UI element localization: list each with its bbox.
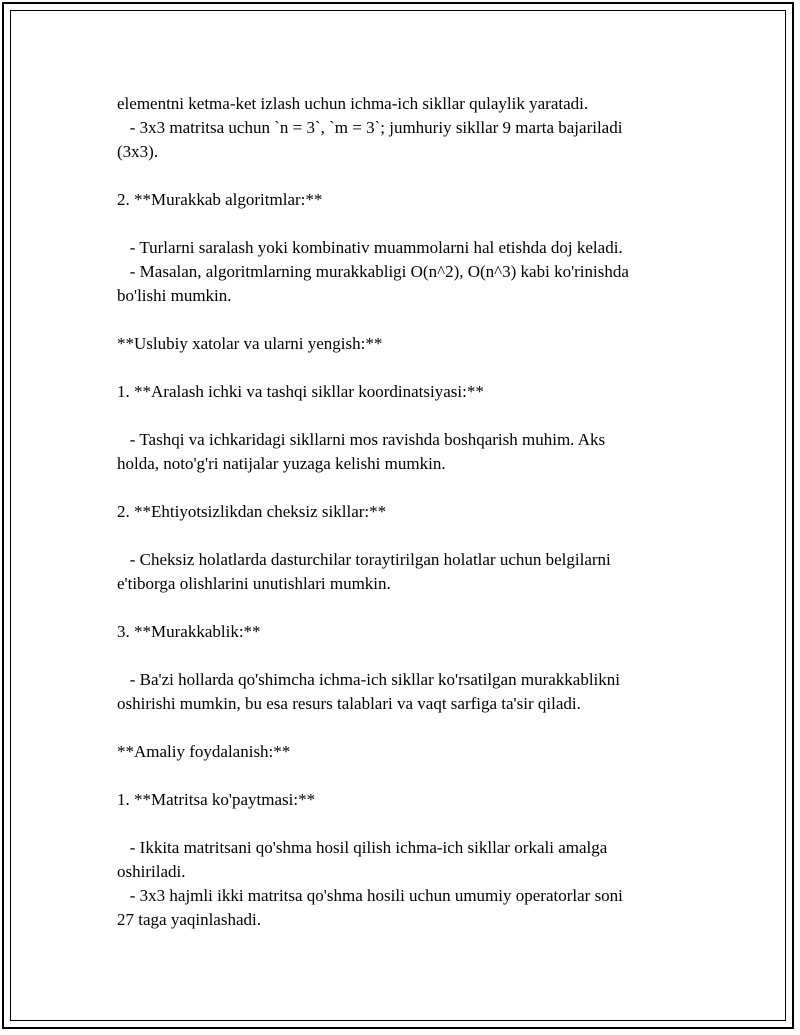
- section-heading: 1. **Aralash ichki va tashqi sikllar koordinatsiyasi:**: [117, 382, 484, 401]
- text-line: oshirishi mumkin, bu esa resurs talablari va vaqt sarfiga ta'sir qiladi.: [117, 694, 581, 713]
- document-body: [117, 92, 697, 932]
- blank-line: [117, 812, 697, 836]
- section-heading: 2. **Murakkab algoritmlar:**: [117, 190, 323, 209]
- text-line: (3x3).: [117, 142, 159, 161]
- text-line: - 3x3 matritsa uchun `n = 3`, `m = 3`; jumhuriy sikllar 9 marta bajariladi: [117, 118, 623, 137]
- section-heading: **Uslubiy xatolar va ularni yengish:**: [117, 334, 383, 353]
- text-line: bo'lishi mumkin.: [117, 286, 232, 305]
- blank-line: [117, 212, 697, 236]
- blank-line: [117, 764, 697, 788]
- blank-line: [117, 164, 697, 188]
- text-line: - 3x3 hajmli ikki matritsa qo'shma hosili uchun umumiy operatorlar soni: [117, 886, 623, 905]
- text-line: - Ikkita matritsani qo'shma hosil qilish ichma-ich sikllar orkali amalga: [117, 838, 608, 857]
- text-line: e'tiborga olishlarini unutishlari mumkin.: [117, 574, 391, 593]
- blank-line: [117, 356, 697, 380]
- text-line: - Turlarni saralash yoki kombinativ muammolarni hal etishda doj keladi.: [117, 238, 623, 257]
- blank-line: [117, 716, 697, 740]
- text-line: 27 taga yaqinlashadi.: [117, 910, 261, 929]
- section-heading: **Amaliy foydalanish:**: [117, 742, 291, 761]
- text-line: elementni ketma-ket izlash uchun ichma-ich sikllar qulaylik yaratadi.: [117, 94, 589, 113]
- text-line: - Cheksiz holatlarda dasturchilar toraytirilgan holatlar uchun belgilarni: [117, 550, 611, 569]
- blank-line: [117, 524, 697, 548]
- blank-line: [117, 404, 697, 428]
- blank-line: [117, 644, 697, 668]
- section-heading: 1. **Matritsa ko'paytmasi:**: [117, 790, 316, 809]
- text-line: holda, noto'g'ri natijalar yuzaga kelishi mumkin.: [117, 454, 446, 473]
- blank-line: [117, 308, 697, 332]
- text-line: - Masalan, algoritmlarning murakkabligi O(n^2), O(n^3) kabi ko'rinishda: [117, 262, 629, 281]
- blank-line: [117, 596, 697, 620]
- text-line: - Ba'zi hollarda qo'shimcha ichma-ich sikllar ko'rsatilgan murakkablikni: [117, 670, 620, 689]
- section-heading: 3. **Murakkablik:**: [117, 622, 261, 641]
- text-line: oshiriladi.: [117, 862, 186, 881]
- section-heading: 2. **Ehtiyotsizlikdan cheksiz sikllar:**: [117, 502, 387, 521]
- text-line: - Tashqi va ichkaridagi sikllarni mos ravishda boshqarish muhim. Aks: [117, 430, 606, 449]
- blank-line: [117, 476, 697, 500]
